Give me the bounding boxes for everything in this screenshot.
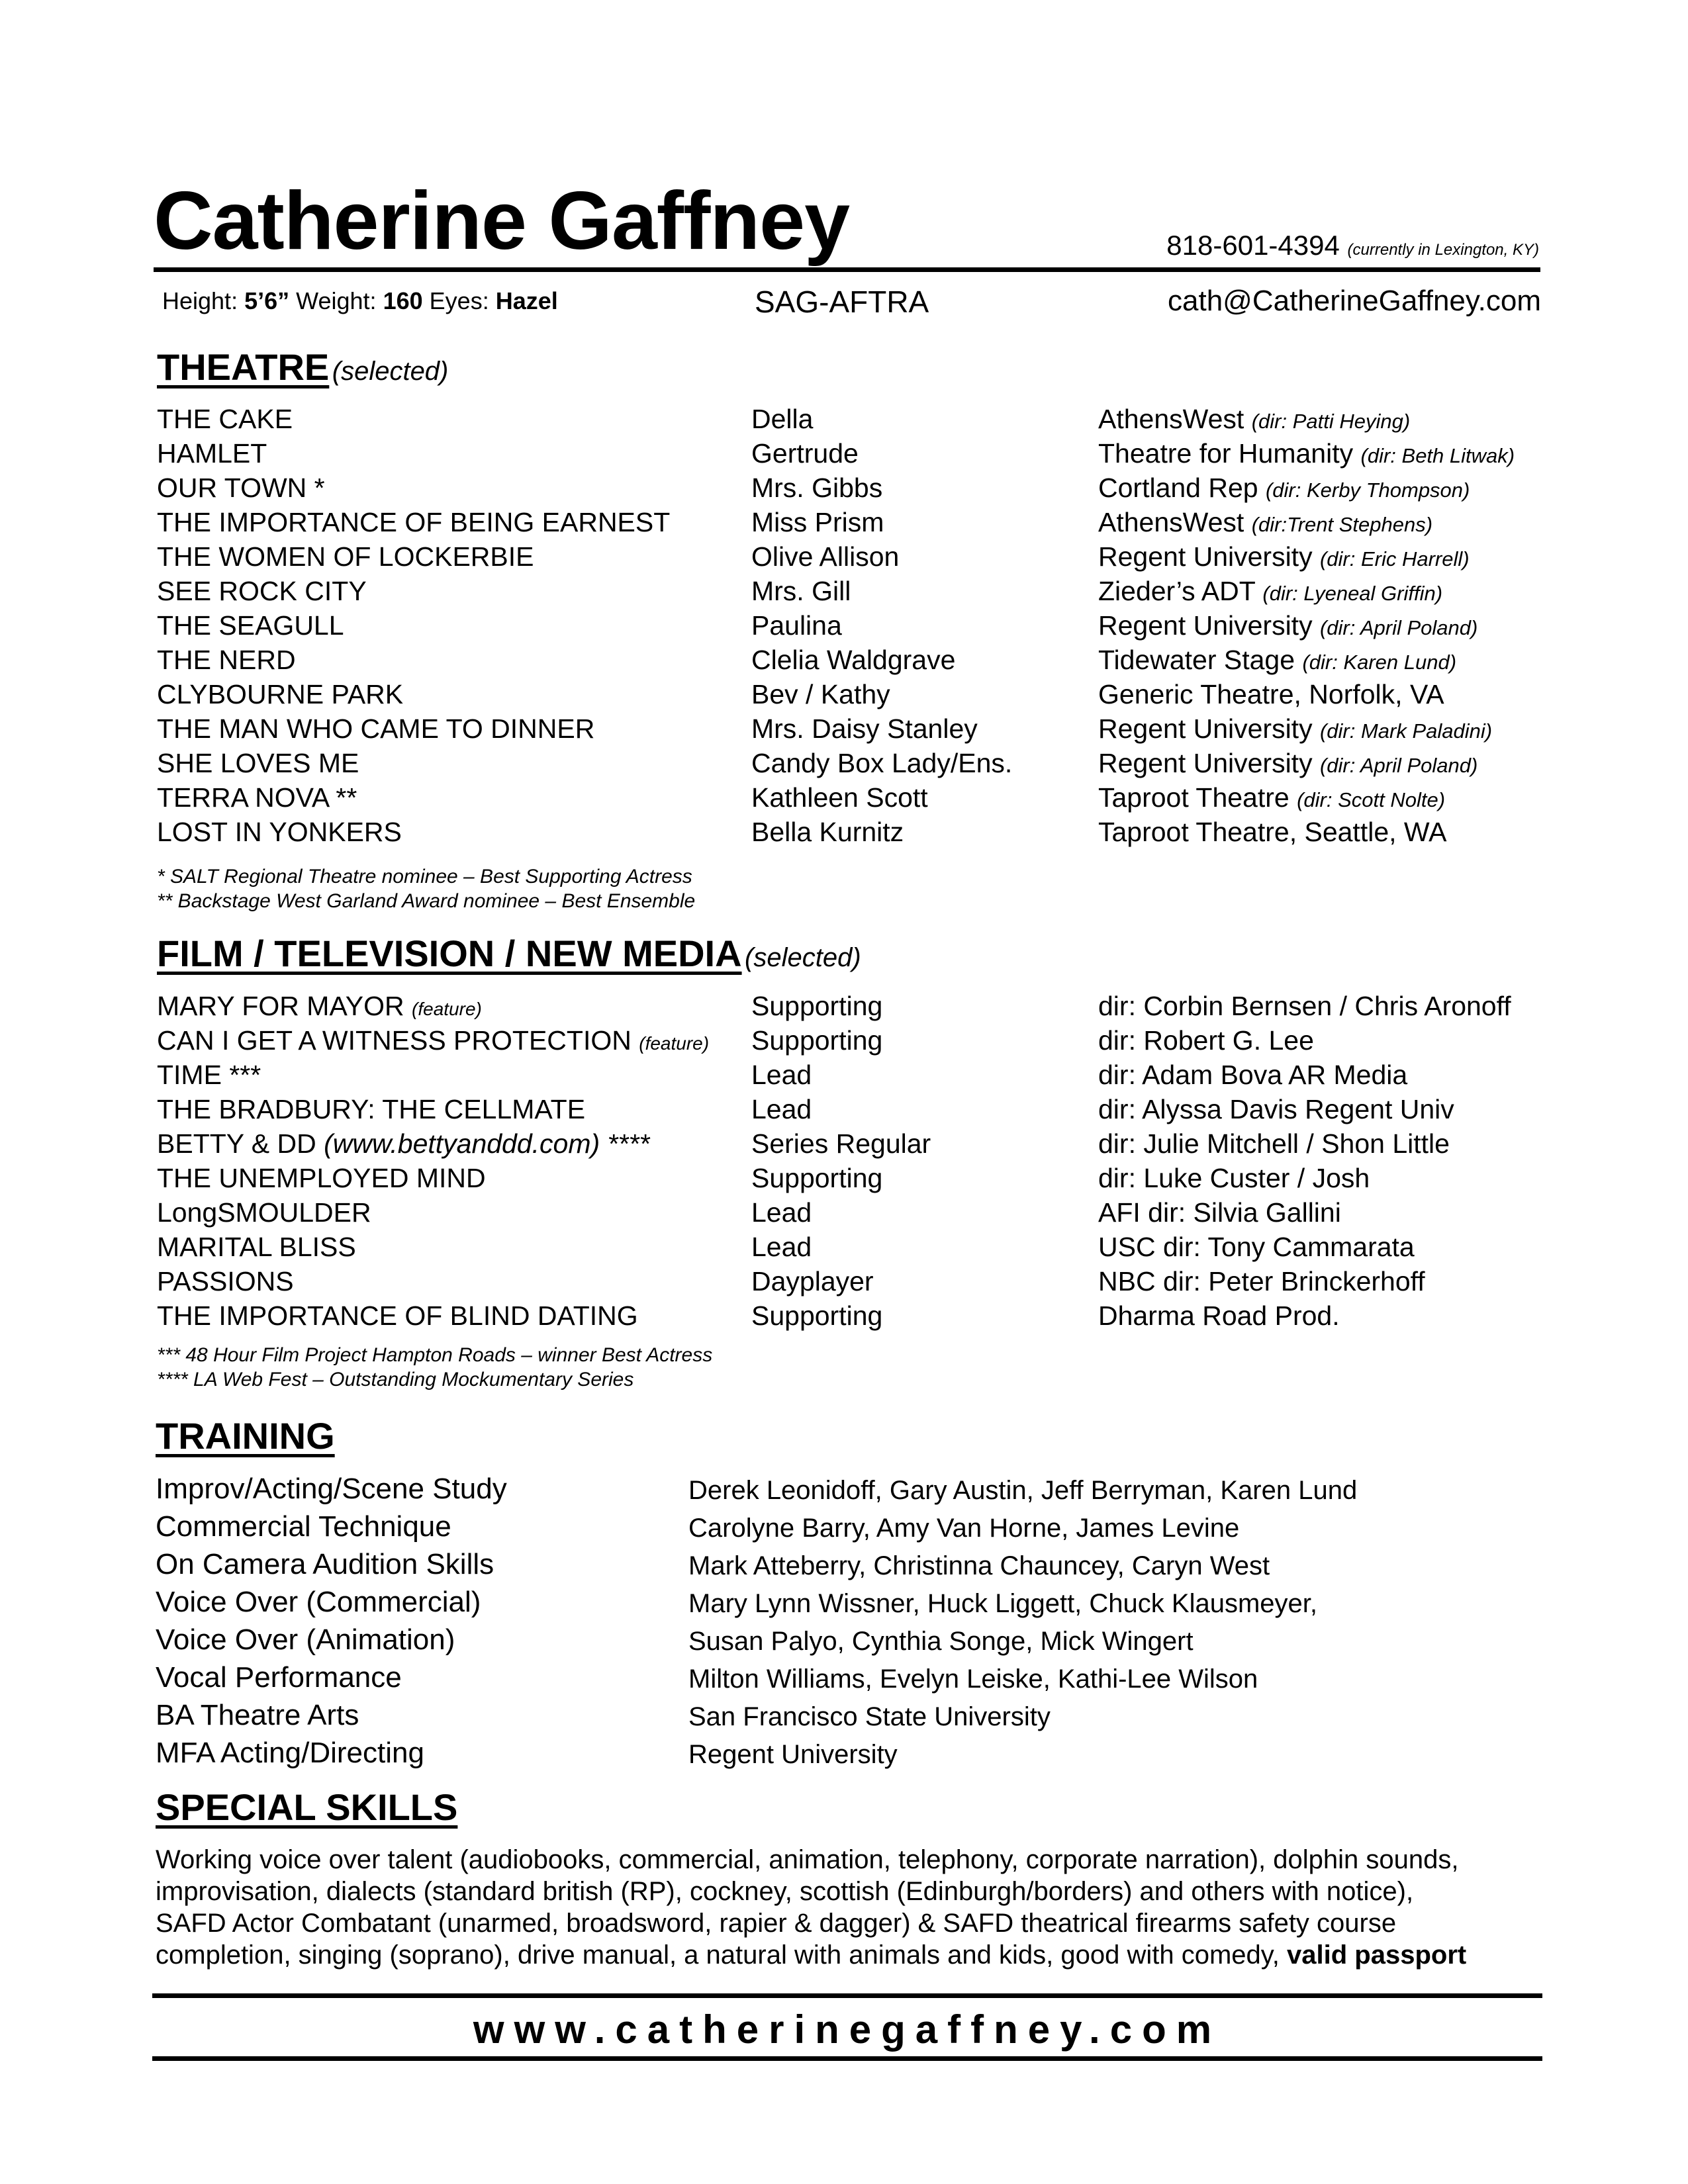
film-row	[157, 1234, 1547, 1268]
theatre-role: Gertrude	[751, 438, 859, 469]
film-director: dir: Alyssa Davis Regent Univ	[1098, 1094, 1454, 1124]
theatre-venue	[1098, 681, 1444, 708]
theatre-director: (dir: Mark Paladini)	[1319, 719, 1493, 743]
theatre-director: (dir: April Poland)	[1319, 616, 1478, 639]
theatre-venue	[1098, 509, 1432, 536]
film-role: Lead	[751, 1197, 812, 1228]
film-director: NBC dir: Peter Brinckerhoff	[1098, 1266, 1425, 1297]
theatre-role: Mrs. Daisy Stanley	[751, 713, 978, 744]
film-title-cell	[157, 1234, 356, 1261]
training-subject: BA Theatre Arts	[156, 1699, 359, 1731]
training-subject: MFA Acting/Directing	[156, 1737, 424, 1769]
theatre-row	[157, 750, 1547, 784]
film-title-cell	[157, 1096, 585, 1123]
skills-heading: SPECIAL SKILLS	[156, 1786, 458, 1828]
theatre-footnotes	[157, 864, 695, 913]
film-title: MARITAL BLISS	[157, 1232, 356, 1262]
theatre-venue	[1098, 578, 1442, 605]
training-subject: Vocal Performance	[156, 1661, 402, 1694]
height-value: 5’6”	[244, 287, 290, 314]
phone-line	[1166, 232, 1539, 259]
theatre-row	[157, 819, 1547, 853]
theatre-director: (dir:Trent Stephens)	[1251, 513, 1433, 536]
skills-text	[156, 1844, 1552, 1971]
film-footnotes	[157, 1343, 712, 1392]
training-row	[156, 1663, 1546, 1701]
film-director: dir: Robert G. Lee	[1098, 1025, 1314, 1056]
film-tag: (feature)	[412, 999, 482, 1019]
theatre-venue	[1098, 406, 1410, 433]
film-row	[157, 1268, 1547, 1302]
theatre-director: (dir: Kerby Thompson)	[1265, 478, 1470, 502]
training-teachers: Mary Lynn Wissner, Huck Liggett, Chuck Klausmeyer,	[688, 1589, 1317, 1618]
film-row	[157, 1096, 1547, 1130]
theatre-title: SHE LOVES ME	[157, 748, 359, 778]
theatre-title: THE WOMEN OF LOCKERBIE	[157, 541, 534, 572]
film-row	[157, 1199, 1547, 1234]
theatre-row	[157, 612, 1547, 647]
film-footnote: *** 48 Hour Film Project Hampton Roads – winner Best Actress	[157, 1344, 713, 1366]
training-subject: Improv/Acting/Scene Study	[156, 1473, 507, 1505]
theatre-title: TERRA NOVA **	[157, 782, 357, 813]
film-title-cell	[157, 1062, 261, 1089]
theatre-role: Mrs. Gill	[751, 576, 851, 606]
film-credits	[157, 993, 1547, 1337]
theatre-director: (dir: Eric Harrell)	[1319, 547, 1470, 570]
theatre-director: (dir: April Poland)	[1319, 754, 1478, 777]
theatre-role: Bev / Kathy	[751, 679, 890, 709]
film-row	[157, 1062, 1547, 1096]
theatre-row	[157, 578, 1547, 612]
film-row	[157, 1130, 1547, 1165]
training-teachers: Carolyne Barry, Amy Van Horne, James Levine	[688, 1514, 1240, 1543]
theatre-row	[157, 784, 1547, 819]
film-title: THE BRADBURY: THE CELLMATE	[157, 1094, 586, 1124]
theatre-venue	[1098, 475, 1470, 502]
film-row	[157, 1302, 1547, 1337]
theatre-title: THE SEAGULL	[157, 610, 344, 641]
theatre-director: (dir: Lyeneal Griffin)	[1262, 582, 1443, 605]
theatre-title: OUR TOWN *	[157, 473, 325, 503]
theatre-role: Candy Box Lady/Ens.	[751, 748, 1013, 778]
theatre-venue	[1098, 440, 1515, 467]
theatre-title: THE CAKE	[157, 404, 293, 434]
theatre-row	[157, 715, 1547, 750]
film-director: dir: Luke Custer / Josh	[1098, 1163, 1370, 1193]
training-row	[156, 1512, 1546, 1550]
theatre-company: Taproot Theatre	[1098, 782, 1289, 813]
theatre-role: Bella Kurnitz	[751, 817, 904, 847]
theatre-company: Generic Theatre, Norfolk, VA	[1098, 679, 1444, 709]
training-subject: Voice Over (Animation)	[156, 1623, 455, 1656]
theatre-row	[157, 647, 1547, 681]
theatre-title: LOST IN YONKERS	[157, 817, 402, 847]
film-role: Supporting	[751, 1300, 883, 1331]
theatre-role: Miss Prism	[751, 507, 884, 537]
film-role: Lead	[751, 1232, 812, 1262]
theatre-company: Cortland Rep	[1098, 473, 1258, 503]
film-director: dir: Adam Bova AR Media	[1098, 1060, 1408, 1090]
theatre-company: Regent University	[1098, 541, 1313, 572]
training-subject: Commercial Technique	[156, 1510, 451, 1543]
film-director: Dharma Road Prod.	[1098, 1300, 1340, 1331]
training-teachers: Mark Atteberry, Christinna Chauncey, Caryn West	[688, 1551, 1270, 1580]
film-title-cell	[157, 1268, 294, 1295]
theatre-row	[157, 681, 1547, 715]
film-role: Supporting	[751, 1025, 883, 1056]
theatre-credits	[157, 406, 1547, 853]
training-subject: On Camera Audition Skills	[156, 1548, 494, 1580]
theatre-venue	[1098, 750, 1477, 777]
training-heading-line	[156, 1415, 335, 1457]
theatre-role: Kathleen Scott	[751, 782, 928, 813]
film-role: Lead	[751, 1094, 812, 1124]
theatre-director: (dir: Karen Lund)	[1302, 651, 1457, 674]
skills-line-last	[156, 1939, 1552, 1971]
theatre-company: Zieder’s ADT	[1098, 576, 1255, 606]
theatre-role: Paulina	[751, 610, 842, 641]
training-heading: TRAINING	[156, 1415, 335, 1457]
theatre-row	[157, 475, 1547, 509]
theatre-row	[157, 406, 1547, 440]
film-row	[157, 1027, 1547, 1062]
film-title: BETTY & DD	[157, 1128, 316, 1159]
training-row	[156, 1701, 1546, 1739]
theatre-heading-line	[157, 346, 449, 388]
skills-heading-line	[156, 1786, 458, 1828]
film-title: TIME ***	[157, 1060, 261, 1090]
film-row	[157, 993, 1547, 1027]
theatre-note: (selected)	[332, 357, 449, 386]
training-row	[156, 1475, 1546, 1512]
theatre-company: Regent University	[1098, 748, 1313, 778]
weight-value: 160	[383, 287, 423, 314]
film-heading-line	[157, 935, 861, 973]
theatre-director: (dir: Scott Nolte)	[1297, 788, 1446, 811]
theatre-director: (dir: Beth Litwak)	[1360, 444, 1515, 467]
theatre-title: THE IMPORTANCE OF BEING EARNEST	[157, 507, 671, 537]
theatre-company: AthensWest	[1098, 507, 1244, 537]
film-role: Lead	[751, 1060, 812, 1090]
film-role: Series Regular	[751, 1128, 931, 1159]
skills-valid-passport: valid passport	[1287, 1940, 1467, 1970]
training-list	[156, 1475, 1546, 1776]
theatre-title: SEE ROCK CITY	[157, 576, 367, 606]
eyes-value: Hazel	[495, 287, 558, 314]
theatre-company: Regent University	[1098, 713, 1313, 744]
email-address[interactable]: cath@CatherineGaffney.com	[1168, 285, 1541, 317]
skills-line: Working voice over talent (audiobooks, commercial, animation, telephony, corporate narration), dolphin sounds,	[156, 1845, 1459, 1874]
theatre-company: AthensWest	[1098, 404, 1244, 434]
training-row	[156, 1739, 1546, 1776]
film-title: LongSMOULDER	[157, 1197, 371, 1228]
training-row	[156, 1625, 1546, 1663]
training-teachers: Regent University	[688, 1740, 898, 1769]
training-row	[156, 1588, 1546, 1625]
footer-divider-bottom	[152, 2056, 1542, 2061]
film-heading: FILM / TELEVISION / NEW MEDIA	[157, 933, 742, 974]
film-title-cell	[157, 1165, 486, 1192]
skills-last-text: completion, singing (soprano), drive manual, a natural with animals and kids, good with comedy,	[156, 1940, 1288, 1970]
theatre-role: Clelia Waldgrave	[751, 645, 956, 675]
film-role: Dayplayer	[751, 1266, 874, 1297]
theatre-venue	[1098, 819, 1446, 846]
training-subject: Voice Over (Commercial)	[156, 1586, 481, 1618]
film-footnote: **** LA Web Fest – Outstanding Mockumentary Series	[157, 1369, 634, 1390]
training-teachers: Susan Palyo, Cynthia Songe, Mick Wingert	[688, 1627, 1194, 1656]
training-teachers: Derek Leonidoff, Gary Austin, Jeff Berryman, Karen Lund	[688, 1476, 1358, 1505]
theatre-venue	[1098, 543, 1470, 570]
theatre-director: (dir: Patti Heying)	[1251, 410, 1411, 433]
eyes-label: Eyes:	[429, 287, 489, 314]
film-director: USC dir: Tony Cammarata	[1098, 1232, 1415, 1262]
theatre-venue	[1098, 784, 1445, 811]
film-note: (selected)	[745, 943, 861, 972]
weight-label: Weight:	[296, 287, 377, 314]
film-title: THE UNEMPLOYED MIND	[157, 1163, 486, 1193]
theatre-row	[157, 509, 1547, 543]
theatre-title: CLYBOURNE PARK	[157, 679, 404, 709]
film-tag: (www.bettyanddd.com) ****	[324, 1128, 650, 1159]
theatre-title: THE NERD	[157, 645, 296, 675]
theatre-heading: THEATRE	[157, 346, 330, 388]
theatre-company: Theatre for Humanity	[1098, 438, 1354, 469]
phone-note: (currently in Lexington, KY)	[1347, 241, 1539, 259]
film-director: AFI dir: Silvia Gallini	[1098, 1197, 1341, 1228]
theatre-company: Regent University	[1098, 610, 1313, 641]
film-title: THE IMPORTANCE OF BLIND DATING	[157, 1300, 638, 1331]
theatre-role: Olive Allison	[751, 541, 900, 572]
theatre-footnote: * SALT Regional Theatre nominee – Best Supporting Actress	[157, 866, 692, 887]
training-teachers: Milton Williams, Evelyn Leiske, Kathi-Lee Wilson	[688, 1664, 1258, 1694]
film-title-cell	[157, 1130, 649, 1158]
film-director: dir: Julie Mitchell / Shon Little	[1098, 1128, 1450, 1159]
physical-stats	[162, 289, 558, 313]
theatre-role: Mrs. Gibbs	[751, 473, 883, 503]
footer-divider-top	[152, 1993, 1542, 1998]
training-row	[156, 1550, 1546, 1588]
film-tag: (feature)	[639, 1033, 710, 1054]
film-title-cell	[157, 1199, 371, 1226]
theatre-venue	[1098, 715, 1492, 743]
film-title: PASSIONS	[157, 1266, 294, 1297]
theatre-row	[157, 543, 1547, 578]
theatre-title: HAMLET	[157, 438, 267, 469]
theatre-role: Della	[751, 404, 814, 434]
theatre-venue	[1098, 612, 1477, 639]
film-title-cell	[157, 1302, 638, 1330]
header-divider	[154, 267, 1540, 272]
film-director: dir: Corbin Bernsen / Chris Aronoff	[1098, 991, 1511, 1021]
theatre-row	[157, 440, 1547, 475]
training-teachers: San Francisco State University	[688, 1702, 1051, 1731]
theatre-footnote: ** Backstage West Garland Award nominee – Best Ensemble	[157, 890, 696, 912]
skills-line: improvisation, dialects (standard british (RP), cockney, scottish (Edinburgh/borders) and others with notice),	[156, 1877, 1414, 1906]
skills-line: SAFD Actor Combatant (unarmed, broadsword, rapier & dagger) & SAFD theatrical firearms safety course	[156, 1909, 1397, 1938]
height-label: Height:	[162, 287, 238, 314]
film-row	[157, 1165, 1547, 1199]
film-role: Supporting	[751, 1163, 883, 1193]
website-url[interactable]: www.catherinegaffney.com	[473, 2007, 1222, 2052]
film-title-cell	[157, 1027, 709, 1054]
film-title-cell	[157, 993, 482, 1020]
theatre-venue	[1098, 647, 1456, 674]
phone-number: 818-601-4394	[1166, 230, 1340, 261]
film-title: CAN I GET A WITNESS PROTECTION	[157, 1025, 632, 1056]
theatre-company: Taproot Theatre, Seattle, WA	[1098, 817, 1447, 847]
theatre-company: Tidewater Stage	[1098, 645, 1295, 675]
film-title: MARY FOR MAYOR	[157, 991, 404, 1021]
film-role: Supporting	[751, 991, 883, 1021]
theatre-title: THE MAN WHO CAME TO DINNER	[157, 713, 595, 744]
union-affiliation: SAG-AFTRA	[755, 285, 929, 319]
actor-name: Catherine Gaffney	[154, 175, 850, 267]
